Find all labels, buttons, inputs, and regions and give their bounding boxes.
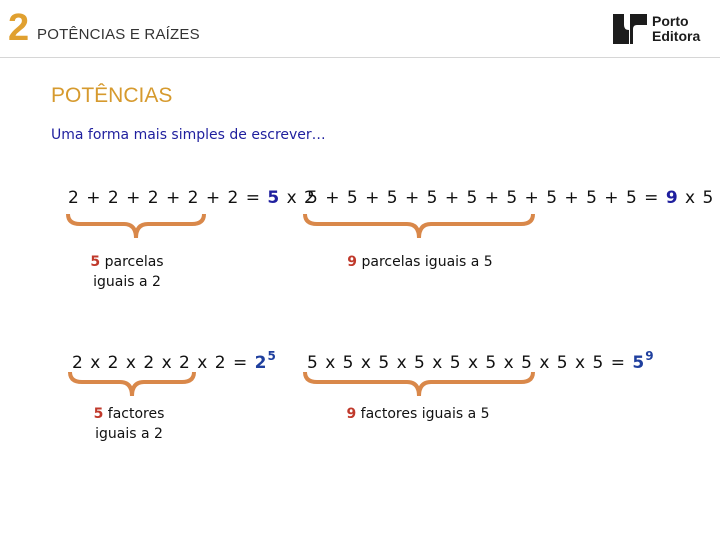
product-terms: 5 x 5 x 5 x 5 x 5 x 5 x 5 x 5 x 5 = (307, 353, 633, 373)
header-bar (0, 0, 720, 58)
product-note-line-1 (74, 404, 184, 424)
product-terms: 2 x 2 x 2 x 2 x 2 = (72, 353, 255, 373)
section-title: POTÊNCIAS (51, 84, 173, 107)
product-note-count: 5 (93, 406, 104, 422)
product-note-line-1 (318, 404, 518, 424)
sum-note-label: parcelas (100, 254, 164, 270)
product-note-count: 9 (346, 406, 357, 422)
power-base: 2 (254, 353, 268, 373)
product-expression-2 (307, 346, 655, 373)
sum-note-line-1 (320, 252, 520, 272)
sum-count: 5 (267, 188, 281, 208)
publisher-logo (612, 13, 712, 45)
power-exponent: 9 (645, 349, 655, 363)
sum-note-1 (72, 252, 182, 292)
sum-note-count: 9 (347, 254, 358, 270)
sum-terms: 2 + 2 + 2 + 2 + 2 = (68, 188, 268, 208)
logo-line-2: Editora (652, 28, 701, 44)
sum-terms: 5 + 5 + 5 + 5 + 5 + 5 + 5 + 5 + 5 = (307, 188, 666, 208)
sum-note-line-1 (72, 252, 182, 272)
product-note-2 (318, 404, 518, 424)
sum-expression-1 (68, 188, 316, 208)
brace-product-2 (303, 370, 535, 404)
product-expression-1 (72, 346, 277, 373)
brace-sum-2 (303, 212, 535, 246)
brace-sum-1 (66, 212, 206, 246)
brace-product-1 (68, 370, 196, 404)
sum-note-label: parcelas iguais a 5 (357, 254, 493, 270)
sum-rest: x 5 (678, 188, 715, 208)
sum-note-count: 5 (90, 254, 101, 270)
publisher-logo-text (652, 14, 700, 44)
product-note-label: factores (103, 406, 165, 422)
logo-line-1: Porto (652, 13, 689, 29)
intro-text: Uma forma mais simples de escrever… (51, 127, 326, 143)
sum-count: 9 (665, 188, 679, 208)
chapter-title: POTÊNCIAS E RAÍZES (37, 26, 200, 43)
chapter-number: 2 (8, 7, 30, 49)
power-exponent: 5 (267, 349, 277, 363)
sum-expression-2 (307, 188, 714, 208)
product-note-1 (74, 404, 184, 444)
product-note-label: factores iguais a 5 (356, 406, 490, 422)
product-note-line-2: iguais a 2 (95, 426, 163, 442)
sum-note-2 (320, 252, 520, 272)
sum-note-line-2: iguais a 2 (93, 274, 161, 290)
power-base: 5 (632, 353, 646, 373)
publisher-logo-icon (612, 13, 648, 45)
sum-rest: x 2 (280, 188, 316, 208)
